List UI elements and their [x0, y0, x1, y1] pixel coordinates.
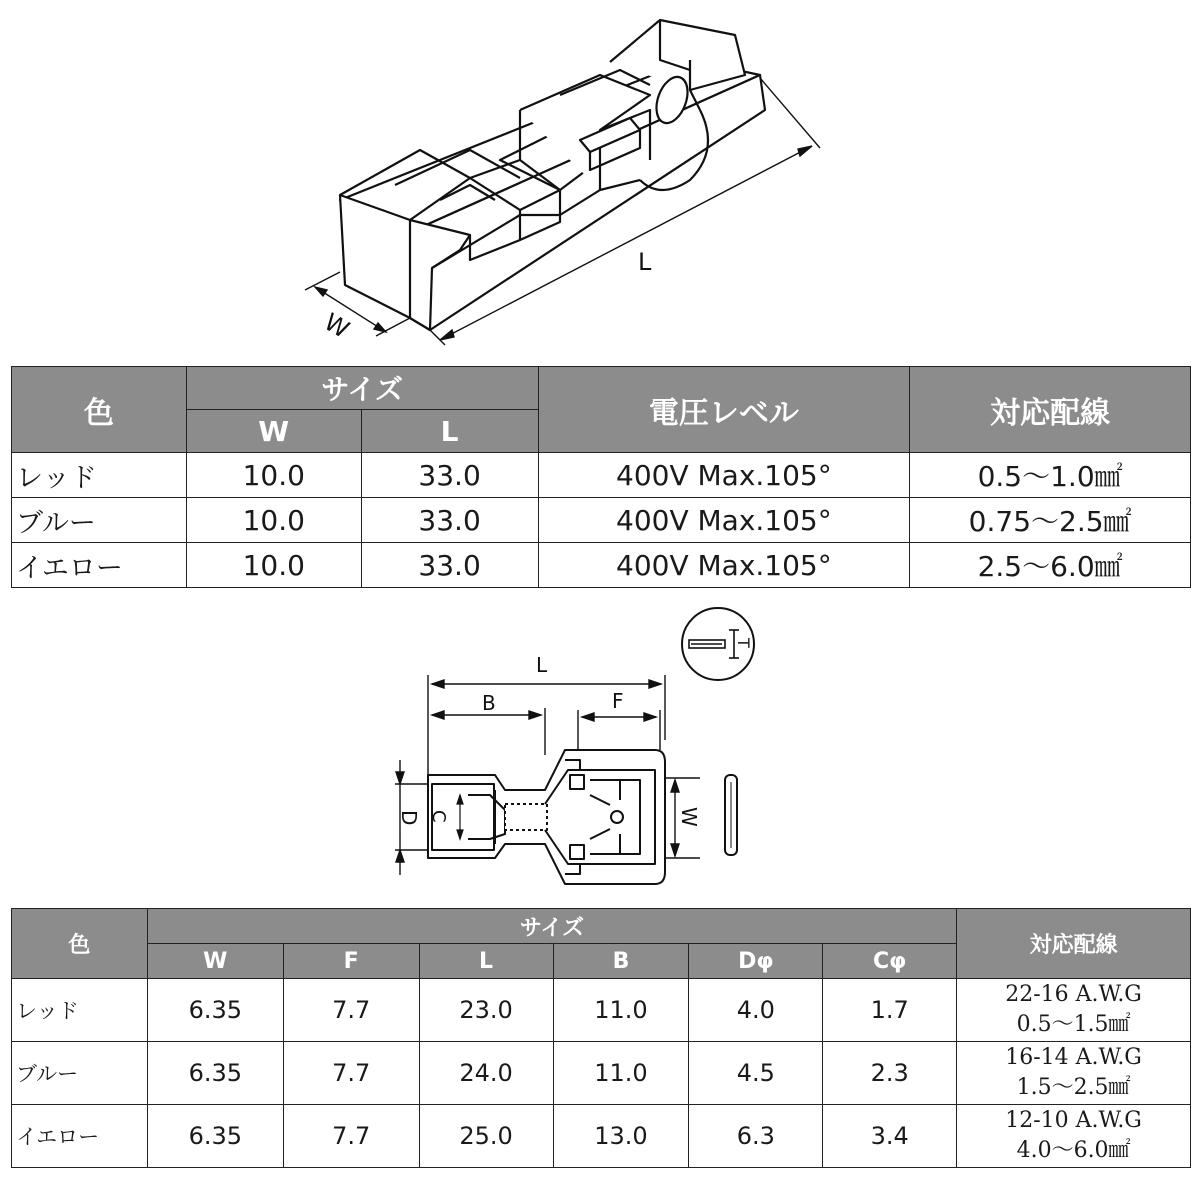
table-row — [12, 1105, 1191, 1168]
t1-row-voltage: 400V Max.105° — [538, 453, 910, 498]
t1-row-color: レッド — [12, 453, 187, 498]
t2-row-wiring — [957, 1105, 1191, 1168]
t2-row-l: 25.0 — [419, 1105, 553, 1168]
t2-row-mm2: 0.5～1.5㎟ — [1016, 1012, 1131, 1037]
t-tap-connector-drawing — [0, 0, 1200, 360]
t2-row-color: レッド — [12, 979, 148, 1042]
t2-row-awg: 16-14 A.W.G — [1005, 1045, 1142, 1070]
t1-row-voltage: 400V Max.105° — [538, 543, 910, 588]
t2-row-wiring — [957, 979, 1191, 1042]
t2-row-color: イエロー — [12, 1105, 148, 1168]
female-terminal-drawing — [0, 600, 1200, 900]
t2-row-f: 7.7 — [283, 1042, 419, 1105]
table-row — [12, 1042, 1191, 1105]
t1-row-l: 33.0 — [361, 543, 538, 588]
t2-row-mm2: 1.5～2.5㎟ — [1016, 1075, 1131, 1100]
t2-row-l: 23.0 — [419, 979, 553, 1042]
diagram2-t-label: T — [734, 638, 753, 648]
diagram2-l-label: L — [536, 653, 548, 677]
table-row — [12, 498, 1191, 543]
t2-header-b: B — [553, 944, 689, 979]
t2-row-d: 4.5 — [689, 1042, 823, 1105]
t2-row-c: 3.4 — [823, 1105, 957, 1168]
t2-row-b: 11.0 — [553, 1042, 689, 1105]
t2-row-f: 7.7 — [283, 1105, 419, 1168]
t2-row-b: 13.0 — [553, 1105, 689, 1168]
t2-row-f: 7.7 — [283, 979, 419, 1042]
table-row — [12, 979, 1191, 1042]
t2-header-l: L — [419, 944, 553, 979]
t2-header-d: Dφ — [689, 944, 823, 979]
t2-header-f: F — [283, 944, 419, 979]
t2-header-color: 色 — [12, 909, 148, 979]
diagram1-l-label: L — [638, 248, 652, 276]
t2-header-size: サイズ — [147, 909, 956, 944]
t2-row-awg: 12-10 A.W.G — [1005, 1108, 1142, 1133]
t1-header-l: L — [361, 410, 538, 453]
diagram2-c-label: C — [428, 810, 449, 823]
t1-header-color: 色 — [12, 367, 187, 453]
diagram1-w-label: W — [319, 307, 354, 344]
t2-header-c: Cφ — [823, 944, 957, 979]
t1-row-l: 33.0 — [361, 498, 538, 543]
table-row — [12, 453, 1191, 498]
t2-header-w: W — [147, 944, 283, 979]
t1-row-w: 10.0 — [186, 498, 361, 543]
t1-row-w: 10.0 — [186, 543, 361, 588]
t2-row-c: 2.3 — [823, 1042, 957, 1105]
t2-row-d: 6.3 — [689, 1105, 823, 1168]
t1-header-voltage: 電圧レベル — [538, 367, 910, 453]
t2-row-d: 4.0 — [689, 979, 823, 1042]
t2-row-w: 6.35 — [147, 1042, 283, 1105]
diagram2-w-label: W — [677, 807, 701, 827]
t1-header-size: サイズ — [186, 367, 538, 410]
t2-row-w: 6.35 — [147, 979, 283, 1042]
spec-table-2 — [11, 908, 1191, 1168]
t1-row-wiring: 0.5～1.0㎟ — [910, 453, 1191, 498]
table-row — [12, 543, 1191, 588]
t2-row-l: 24.0 — [419, 1042, 553, 1105]
t1-row-wiring: 2.5～6.0㎟ — [910, 543, 1191, 588]
t1-row-l: 33.0 — [361, 453, 538, 498]
t1-row-voltage: 400V Max.105° — [538, 498, 910, 543]
t1-header-wiring: 対応配線 — [910, 367, 1191, 453]
t1-row-w: 10.0 — [186, 453, 361, 498]
t2-header-wiring: 対応配線 — [957, 909, 1191, 979]
spec-table-1 — [11, 366, 1191, 588]
diagram2-d-label: D — [397, 810, 421, 826]
t1-row-color: イエロー — [12, 543, 187, 588]
t2-row-w: 6.35 — [147, 1105, 283, 1168]
t1-row-wiring: 0.75～2.5㎟ — [910, 498, 1191, 543]
diagram2-f-label: F — [612, 689, 624, 713]
t2-row-b: 11.0 — [553, 979, 689, 1042]
t2-row-awg: 22-16 A.W.G — [1005, 982, 1142, 1007]
t2-row-mm2: 4.0～6.0㎟ — [1016, 1138, 1131, 1163]
t2-row-color: ブルー — [12, 1042, 148, 1105]
t2-row-c: 1.7 — [823, 979, 957, 1042]
t1-header-w: W — [186, 410, 361, 453]
diagram2-b-label: B — [482, 691, 496, 715]
t2-row-wiring — [957, 1042, 1191, 1105]
t1-row-color: ブルー — [12, 498, 187, 543]
